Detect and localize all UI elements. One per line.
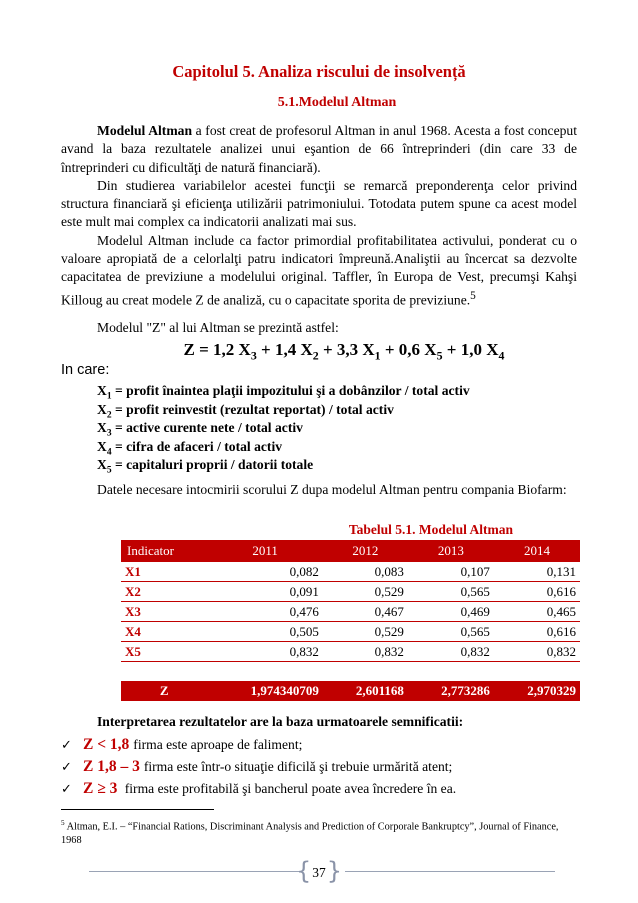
z-range: Z < 1,8 [83, 736, 130, 753]
section-title: 5.1.Modelul Altman [277, 95, 397, 110]
list-item [61, 756, 456, 778]
paragraph-1 [61, 122, 577, 177]
table-row [121, 642, 580, 662]
table-spacer-row [121, 662, 580, 682]
table-cell: 0,832 [323, 642, 408, 662]
column-header: 2014 [494, 540, 580, 562]
row-label: X1 [121, 562, 207, 582]
table-cell: 0,107 [408, 562, 494, 582]
formula-sub: 4 [498, 348, 505, 363]
chapter-title: Capitolul 5. Analiza riscului de insolvență [172, 62, 466, 81]
definition-item: $X_4$ = cifra de afaceri / total activ [97, 438, 283, 458]
definition-item: $X_1$ = profit înaintea plaţii impozitului şi a dobânzilor / total activ [97, 383, 470, 402]
z-meaning: firma este profitabilă şi bancherul poate avea încredere în ea. [121, 781, 457, 796]
data-intro [61, 481, 577, 500]
definition-item: $X_2$ = profit reinvestit (rezultat reportat) / total activ [97, 401, 394, 421]
paragraph-3 [61, 232, 577, 310]
column-header: 2011 [207, 540, 323, 562]
formula-sub: 5 [436, 348, 443, 363]
page-ornament-line-right [345, 871, 555, 872]
footnote-number: 5 [61, 819, 65, 827]
row-label: X4 [121, 622, 207, 642]
list-item [61, 778, 456, 800]
row-label: X5 [121, 642, 207, 662]
table-row [121, 602, 580, 622]
interpretation-list [61, 734, 456, 800]
table-cell: 1,974340709 [207, 681, 323, 701]
table-cell: 0,131 [494, 562, 580, 582]
formula-intro: Modelul "Z" al lui Altman se prezintă astfel: [97, 320, 339, 335]
interpretation-title: Interpretarea rezultatelor are la baza urmatoarele semnificatii: [97, 714, 464, 729]
definition-item: $X_5$ = capitaluri proprii / datorii totale [97, 457, 314, 476]
data-intro-text: Datele necesare intocmirii scorului Z dupa modelul Altman pentru compania Biofarm: [97, 482, 567, 497]
formula-part: + 1,0 X [442, 340, 499, 359]
model-name: Modelul Altman [97, 123, 193, 138]
table-cell: 0,529 [323, 622, 408, 642]
paragraph-2: Din studierea variabilelor acestei funcţii se remarcă preponderenţa celor privind structura financiară şi eficienţa utilizării patrimoniului. Totodata putem spune ca acest model este mult mai complex ca indicatorii analizati mai sus. [61, 177, 577, 230]
table-cell: 0,467 [323, 602, 408, 622]
column-header: Indicator [121, 540, 207, 562]
z-range: Z 1,8 – 3 [83, 758, 140, 775]
row-label: X3 [121, 602, 207, 622]
brace-icon: { [296, 857, 312, 885]
formula-part: + 1,4 X [256, 340, 313, 359]
column-header: 2013 [408, 540, 494, 562]
table-cell: 0,616 [494, 582, 580, 602]
table-cell: 0,505 [207, 622, 323, 642]
brace-icon: } [326, 857, 342, 885]
row-label: Z [121, 681, 207, 701]
page-ornament-line-left [89, 871, 299, 872]
column-header: 2012 [323, 540, 408, 562]
footnote-text: Altman, E.I. – “Financial Rations, Discriminant Analysis and Prediction of Corporale Bankruptcy”, Journal of Finance, 1968 [61, 821, 559, 847]
table-cell: 0,616 [494, 622, 580, 642]
paragraph-1-text: a fost creat de profesorul Altman in anul 1968. Acesta a fost conceput avand la baza rezultatele analizei unui eşantion de 66 întreprinderi (din care 33 de întreprinderi cu dificultăţi de natură financiară). [61, 123, 577, 175]
table-cell: 0,083 [323, 562, 408, 582]
body-text [61, 122, 577, 310]
formula-sub: 2 [312, 348, 319, 363]
table-row [121, 622, 580, 642]
table-row [121, 582, 580, 602]
table-cell: 0,465 [494, 602, 580, 622]
table-cell: 0,529 [323, 582, 408, 602]
z-meaning: firma este într-o situaţie dificilă şi trebuie urmărită atent; [143, 759, 453, 774]
formula-sub: 3 [250, 348, 257, 363]
formula-part: + 0,6 X [380, 340, 437, 359]
list-item [61, 734, 456, 756]
table-cell: 0,476 [207, 602, 323, 622]
table-cell: 0,832 [408, 642, 494, 662]
table-caption: Tabelul 5.1. Modelul Altman [348, 522, 513, 537]
table-cell: 2,601168 [323, 681, 408, 701]
formula-part: + 3,3 X [318, 340, 375, 359]
table-cell: 0,565 [408, 582, 494, 602]
table-cell: 2,970329 [494, 681, 580, 701]
table-cell: 0,832 [494, 642, 580, 662]
table-header-row [121, 540, 580, 562]
formula-sub: 1 [374, 348, 381, 363]
footnote-ref[interactable]: 5 [470, 289, 476, 302]
table-row [121, 562, 580, 582]
z-score-row [121, 681, 580, 701]
paragraph-3-text: Modelul Altman include ca factor primordial profitabilitatea activului, ponderat cu o valoare apropiată de a celorlalţi patru indicatori împreună.Analiştii au încercat sa dezvolte capacitatea de previziune a modelului original. Taffler, în Europa de Vest, precumşi Kahşi Killoug au creat modele Z de analiză, cu o capacitate sporita de previziune. [61, 232, 577, 308]
definition-item: $X_3$ = active curente nete / total activ [97, 420, 303, 439]
footnote [61, 816, 577, 848]
table-cell: 0,832 [207, 642, 323, 662]
table-cell: 0,091 [207, 582, 323, 602]
row-label: X2 [121, 582, 207, 602]
page-number: 37 [312, 865, 326, 880]
altman-table [121, 540, 580, 701]
check-mark-icon: ✓ [61, 760, 72, 775]
table-cell: 0,082 [207, 562, 323, 582]
formula-part: Z = 1,2 X [183, 340, 251, 359]
variable-definitions [97, 382, 470, 475]
table-cell: 0,565 [408, 622, 494, 642]
z-meaning: firma este aproape de faliment; [133, 737, 303, 752]
z-range: Z ≥ 3 [83, 780, 118, 797]
in-care-label: In care: [61, 362, 110, 378]
check-mark-icon: ✓ [61, 782, 72, 797]
z-formula [61, 340, 577, 363]
table-cell: 2,773286 [408, 681, 494, 701]
table-cell: 0,469 [408, 602, 494, 622]
check-mark-icon: ✓ [61, 738, 72, 753]
footnote-divider [61, 809, 214, 810]
page-number-box [296, 857, 342, 887]
